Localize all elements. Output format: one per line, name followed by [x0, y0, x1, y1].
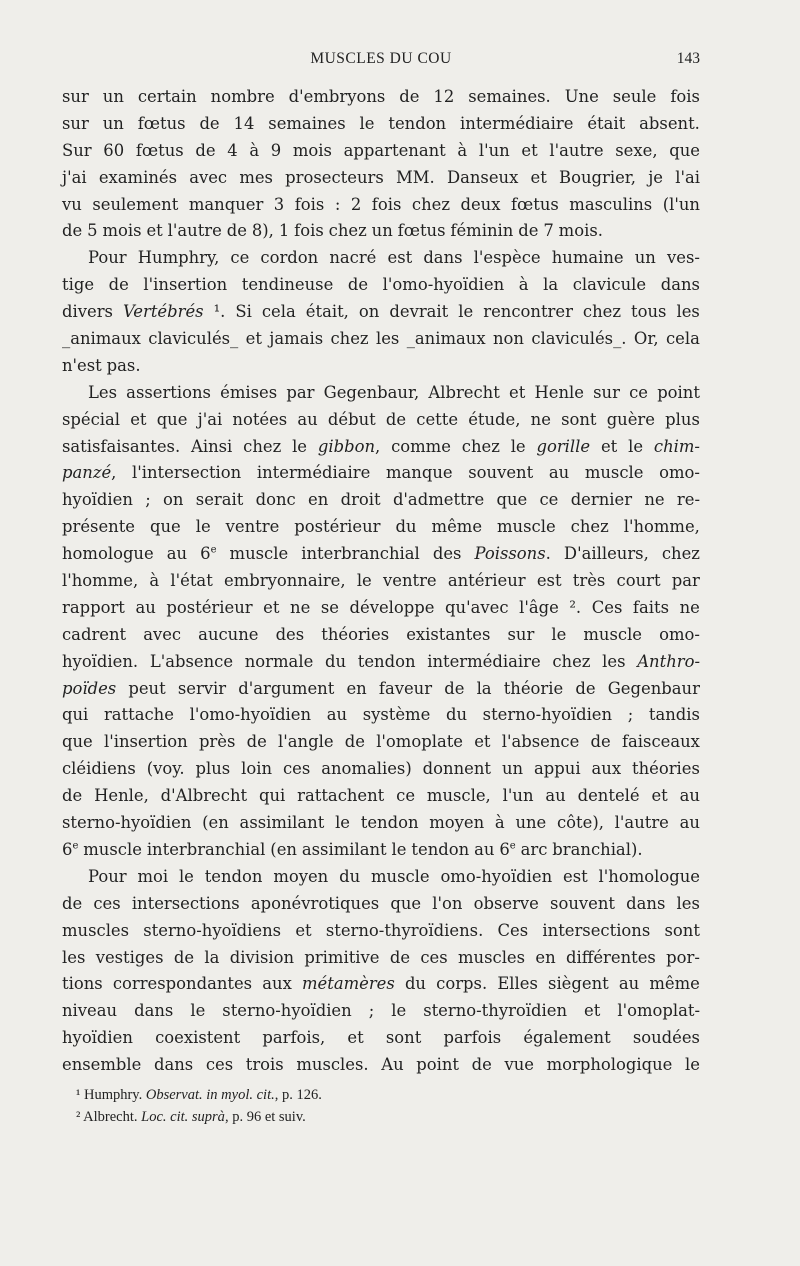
text-line: de ces intersections aponévrotiques que l'on observe souvent dans les: [62, 893, 700, 913]
text-line: 6e muscle interbranchial (en assimilant le tendon au 6e arc branchial).: [62, 839, 643, 859]
text-line: vu seulement manquer 3 fois : 2 fois chez deux fœtus masculins (l'un: [62, 194, 700, 214]
text-line: tige de l'insertion tendineuse de l'omo-hyoïdien à la clavicule dans: [62, 275, 700, 295]
text-line: présente que le ventre postérieur du même muscle chez l'homme,: [62, 517, 700, 537]
text-line: sterno-hyoïdien (en assimilant le tendon moyen à une côte), l'autre au: [62, 813, 700, 833]
text-line: j'ai examinés avec mes prosecteurs MM. Danseux et Bougrier, je l'ai: [62, 167, 700, 187]
text-line: tions correspondantes aux métamères du corps. Elles siègent au même: [62, 974, 700, 994]
text-line: muscles sterno-hyoïdiens et sterno-thyroïdiens. Ces intersections sont: [62, 920, 700, 940]
text-line: hyoïdien coexistent parfois, et sont parfois également soudées: [62, 1028, 700, 1048]
text-line: poïdes peut servir d'argument en faveur de la théorie de Gegenbaur: [62, 678, 700, 698]
text-line: Pour Humphry, ce cordon nacré est dans l'espèce humaine un ves-: [88, 248, 700, 268]
text-line: _animaux claviculés_ et jamais chez les _animaux non claviculés_. Or, cela: [62, 329, 700, 349]
text-line: hyoïdien. L'absence normale du tendon intermédiaire chez les Anthro-: [62, 651, 700, 671]
text-line: ensemble dans ces trois muscles. Au point de vue morphologique le: [62, 1055, 700, 1075]
text-line: panzé, l'intersection intermédiaire manque souvent au muscle omo-: [62, 463, 700, 483]
text-line: l'homme, à l'état embryonnaire, le ventre antérieur est très court par: [62, 571, 700, 591]
text-line: cléidiens (voy. plus loin ces anomalies) donnent un appui aux théories: [62, 759, 700, 779]
text-line: divers Vertébrés ¹. Si cela était, on devrait le rencontrer chez tous les: [62, 302, 700, 322]
text-line: de 5 mois et l'autre de 8), 1 fois chez un fœtus féminin de 7 mois.: [62, 221, 603, 241]
text-line: de Henle, d'Albrecht qui rattachent ce muscle, l'un au dentelé et au: [62, 786, 700, 806]
text-line: rapport au postérieur et ne se développe qu'avec l'âge ². Ces faits ne: [62, 597, 700, 617]
text-line: Pour moi le tendon moyen du muscle omo-hyoïdien est l'homologue: [88, 866, 700, 886]
text-line: Les assertions émises par Gegenbaur, Albrecht et Henle sur ce point: [88, 382, 700, 402]
text-line: hyoïdien ; on serait donc en droit d'admettre que ce dernier ne re-: [62, 490, 700, 510]
text-line: n'est pas.: [62, 355, 141, 375]
text-line: spécial et que j'ai notées au début de cette étude, ne sont guère plus: [62, 409, 700, 429]
footnotes: [62, 1084, 700, 1128]
text-line: niveau dans le sterno-hyoïdien ; le sterno-thyroïdien et l'omoplat-: [62, 1001, 700, 1021]
text-line: que l'insertion près de l'angle de l'omoplate et l'absence de faisceaux: [62, 732, 700, 752]
text-line: les vestiges de la division primitive de ces muscles en différentes por-: [62, 947, 700, 967]
running-title: MUSCLES DU COU: [310, 50, 452, 67]
footnote: ² Albrecht. Loc. cit. suprà, p. 96 et suiv.: [76, 1109, 306, 1125]
text-line: cadrent avec aucune des théories existantes sur le muscle omo-: [62, 624, 700, 644]
page-number: 143: [676, 50, 700, 67]
text-line: sur un fœtus de 14 semaines le tendon intermédiaire était absent.: [62, 113, 700, 133]
text-line: qui rattache l'omo-hyoïdien au système du sterno-hyoïdien ; tandis: [62, 705, 700, 725]
text-line: Sur 60 fœtus de 4 à 9 mois appartenant à l'un et l'autre sexe, que: [62, 140, 700, 160]
running-head: [62, 50, 700, 72]
text-line: homologue au 6e muscle interbranchial des Poissons. D'ailleurs, chez: [62, 544, 700, 564]
text-line: sur un certain nombre d'embryons de 12 semaines. Une seule fois: [62, 87, 700, 106]
text-line: satisfaisantes. Ainsi chez le gibbon, comme chez le gorille et le chim-: [62, 436, 700, 456]
body-text: [62, 84, 700, 1079]
footnote: ¹ Humphry. Observat. in myol. cit., p. 126.: [76, 1087, 322, 1103]
